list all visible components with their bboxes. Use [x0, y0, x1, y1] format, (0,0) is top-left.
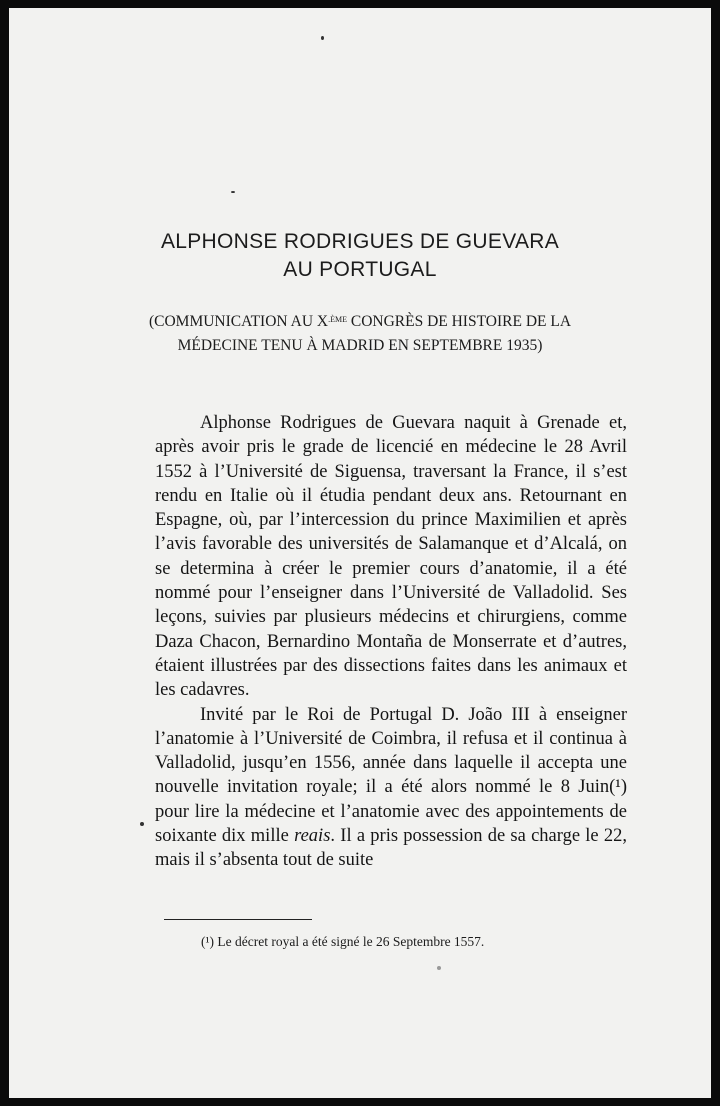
subtitle-part-1: (COMMUNICATION AU X — [148, 313, 329, 330]
scan-speck — [437, 966, 441, 970]
footnote-reference: (¹) — [609, 777, 627, 798]
paragraph-2-text-b: pour lire la médecine et l’anatomie avec des appointements de soixante dix mille — [155, 801, 627, 847]
paragraph-2 — [155, 703, 627, 873]
body-text — [155, 411, 627, 873]
article-subtitle — [9, 308, 711, 358]
subtitle-part-2: CONGRÈS DE HISTOIRE DE LA — [346, 313, 572, 330]
scan-speck — [140, 822, 144, 826]
page — [9, 8, 711, 1098]
italic-term: reais — [294, 826, 331, 847]
subtitle-superscript: .ÈME — [328, 315, 347, 324]
subtitle-line-2: MÉDECINE TENU À MADRID EN SEPTEMBRE 1935) — [177, 337, 543, 354]
scan-speck — [321, 36, 324, 40]
footnote-separator — [164, 919, 312, 920]
paragraph-2-text-a: Invité par le Roi de Portugal D. João III à enseigner l’anatomie à l’Université de Coimbra, il refusa et il continua à Valladolid, jusqu’en 1556, année dans laquelle il accepta une nouvelle invitation royale; il a été alors nommé le 8 Juin — [155, 704, 627, 798]
paragraph-2-text-c: . Il a pris possession de sa charge le 22, mais il s’absenta tout de suite — [155, 826, 628, 871]
footnote: (¹) Le décret royal a été signé le 26 Septembre 1557. — [201, 934, 485, 949]
title-line-2: AU PORTUGAL — [283, 258, 437, 281]
scan-speck — [231, 191, 235, 193]
article-title — [9, 228, 711, 284]
paragraph-1: Alphonse Rodrigues de Guevara naquit à Grenade et, après avoir pris le grade de licencié en médecine le 28 Avril 1552 à l’Université de Siguensa, traversant la France, il s’est rendu en Italie où il étudia pendant deux ans. Retournant en Espagne, où, par l’intercession du prince Maximilien et après l’avis favorable des universités de Salamanque et d’Alcalá, on se determina à créer le premier cours d’anatomie, il a été nommé pour l’enseigner dans l’Université de Valladolid. Ses leçons, suivies par plusieurs médecins et chirurgiens, comme Daza Chacon, Bernardino Montaña de Monserrate et d’autres, étaient illustrées par des dissections faites dans les animaux et les cadavres. — [155, 413, 627, 701]
title-line-1: ALPHONSE RODRIGUES DE GUEVARA — [160, 230, 560, 253]
